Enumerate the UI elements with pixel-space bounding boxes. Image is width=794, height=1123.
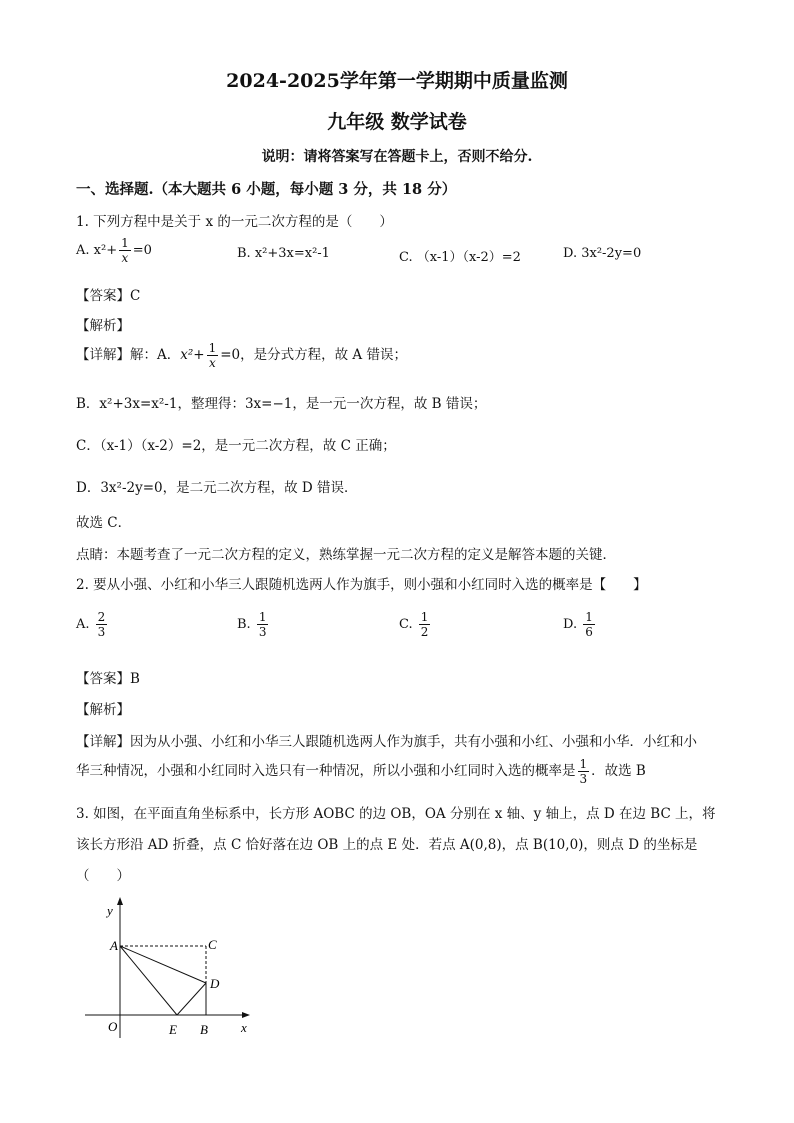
detail-suffix: ．故选 B [591,763,646,779]
q1-analysis-label: 【解析】 [76,318,130,334]
fraction-numerator: 1 [420,610,429,624]
section-heading: 一、选择题.（本大题共 6 小题，每小题 3 分，共 18 分） [76,181,457,198]
x-axis-arrow [242,1012,250,1018]
option-label: D. [563,617,578,632]
label-a: A [110,938,118,953]
q2-analysis-label: 【解析】 [76,702,130,718]
q1-option-d: D. 3x²-2y=0 [563,246,642,261]
label-c: C [208,937,217,952]
exam-title: 2024-2025学年第一学期期中质量监测 [226,70,568,92]
q1-detail-d: D．3x²-2y=0，是二元二次方程，故 D 错误． [76,480,358,496]
exam-instruction: 说明：请将答案写在答题卡上，否则不给分. [261,149,533,165]
fraction-denominator: 6 [585,625,593,639]
q2-option-d [563,610,597,639]
detail-prefix: 【详解】解：A． [76,347,181,363]
option-label: B. [237,617,251,632]
option-fraction [257,610,269,639]
q3-line1: 3. 如图，在平面直角坐标系中，长方形 AOBC 的边 OB，OA 分别在 x 轴、y 轴上，点 D 在边 BC 上，将 [76,806,716,822]
q1-comment: 点睛：本题考查了一元二次方程的定义，熟练掌握一元二次方程的定义是解答本题的关键． [76,547,616,563]
q1-option-a-suffix: =0 [132,243,152,258]
fraction-denominator: x [209,356,216,370]
fraction-denominator: 2 [420,625,429,639]
q1-choose: 故选 C． [76,515,132,531]
option-fraction [96,610,108,639]
q1-detail-b: B．x²+3x=x²-1，整理得：3x=−1，是一元一次方程，故 B 错误； [76,396,487,412]
label-d: D [210,976,220,991]
q2-detail-line1: 【详解】因为从小强、小红和小华三人跟随机选两人作为旗手，共有小强和小红、小强和小华．小红和小 [76,734,697,750]
fraction-numerator: 1 [121,236,129,250]
fraction-numerator: 1 [585,610,593,624]
detail-suffix: =0，是分式方程，故 A 错误； [220,347,407,363]
fraction-denominator: x [121,251,129,265]
q1-option-b: B. x²+3x=x²-1 [237,246,330,261]
q1-option-a [76,236,152,265]
q2-answer: 【答案】B [76,671,140,687]
q1-option-a-fraction [119,236,131,265]
q2-option-b [237,610,270,639]
label-o: O [108,1019,118,1034]
q2-option-a [76,610,109,639]
fraction-numerator: 1 [579,757,588,771]
fraction-numerator: 1 [258,610,267,624]
q2-option-c [399,610,432,639]
fraction-denominator: 3 [579,772,588,786]
y-axis-arrow [117,897,123,905]
q2-stem: 2. 要从小强、小红和小华三人跟随机选两人作为旗手，则小强和小红同时入选的概率是【 】 [76,577,647,593]
q3-line3: （ ） [76,868,130,884]
edge-ae [120,946,177,1015]
option-fraction [583,610,595,639]
q1-option-c: C. （x-1）（x-2）=2 [399,250,521,265]
detail-fraction [578,757,590,786]
option-fraction [419,610,431,639]
label-e: E [169,1022,177,1037]
fraction-numerator: 2 [97,610,106,624]
q2-detail-line2 [76,757,646,786]
q1-option-a-prefix: A. x²+ [76,243,118,258]
q1-stem: 1. 下列方程中是关于 x 的一元二次方程的是（ ） [76,214,393,230]
fraction-numerator: 1 [208,341,217,355]
detail-fraction [207,341,219,370]
fraction-denominator: 3 [97,625,106,639]
q3-figure [80,895,270,1045]
q1-detail-a [76,341,407,370]
option-label: A. [76,617,90,632]
detail-prefix: 华三种情况，小强和小红同时入选只有一种情况，所以小强和小红同时入选的概率是 [76,763,576,779]
detail-x2: x²+ [180,347,205,363]
q1-answer: 【答案】C [76,288,141,304]
label-y: y [107,903,113,918]
option-label: C. [399,617,413,632]
q1-detail-c: C．（x-1）（x-2）=2，是一元二次方程，故 C 正确； [76,438,396,454]
fraction-denominator: 3 [258,625,267,639]
edge-ed [177,983,206,1015]
q3-line2: 该长方形沿 AD 折叠，点 C 恰好落在边 OB 上的点 E 处．若点 A(0,8)，点 B(10,0)，则点 D 的坐标是 [76,837,698,853]
exam-subtitle: 九年级 数学试卷 [327,111,467,133]
label-x: x [241,1020,247,1035]
label-b: B [200,1022,208,1037]
edge-ad [120,946,206,983]
